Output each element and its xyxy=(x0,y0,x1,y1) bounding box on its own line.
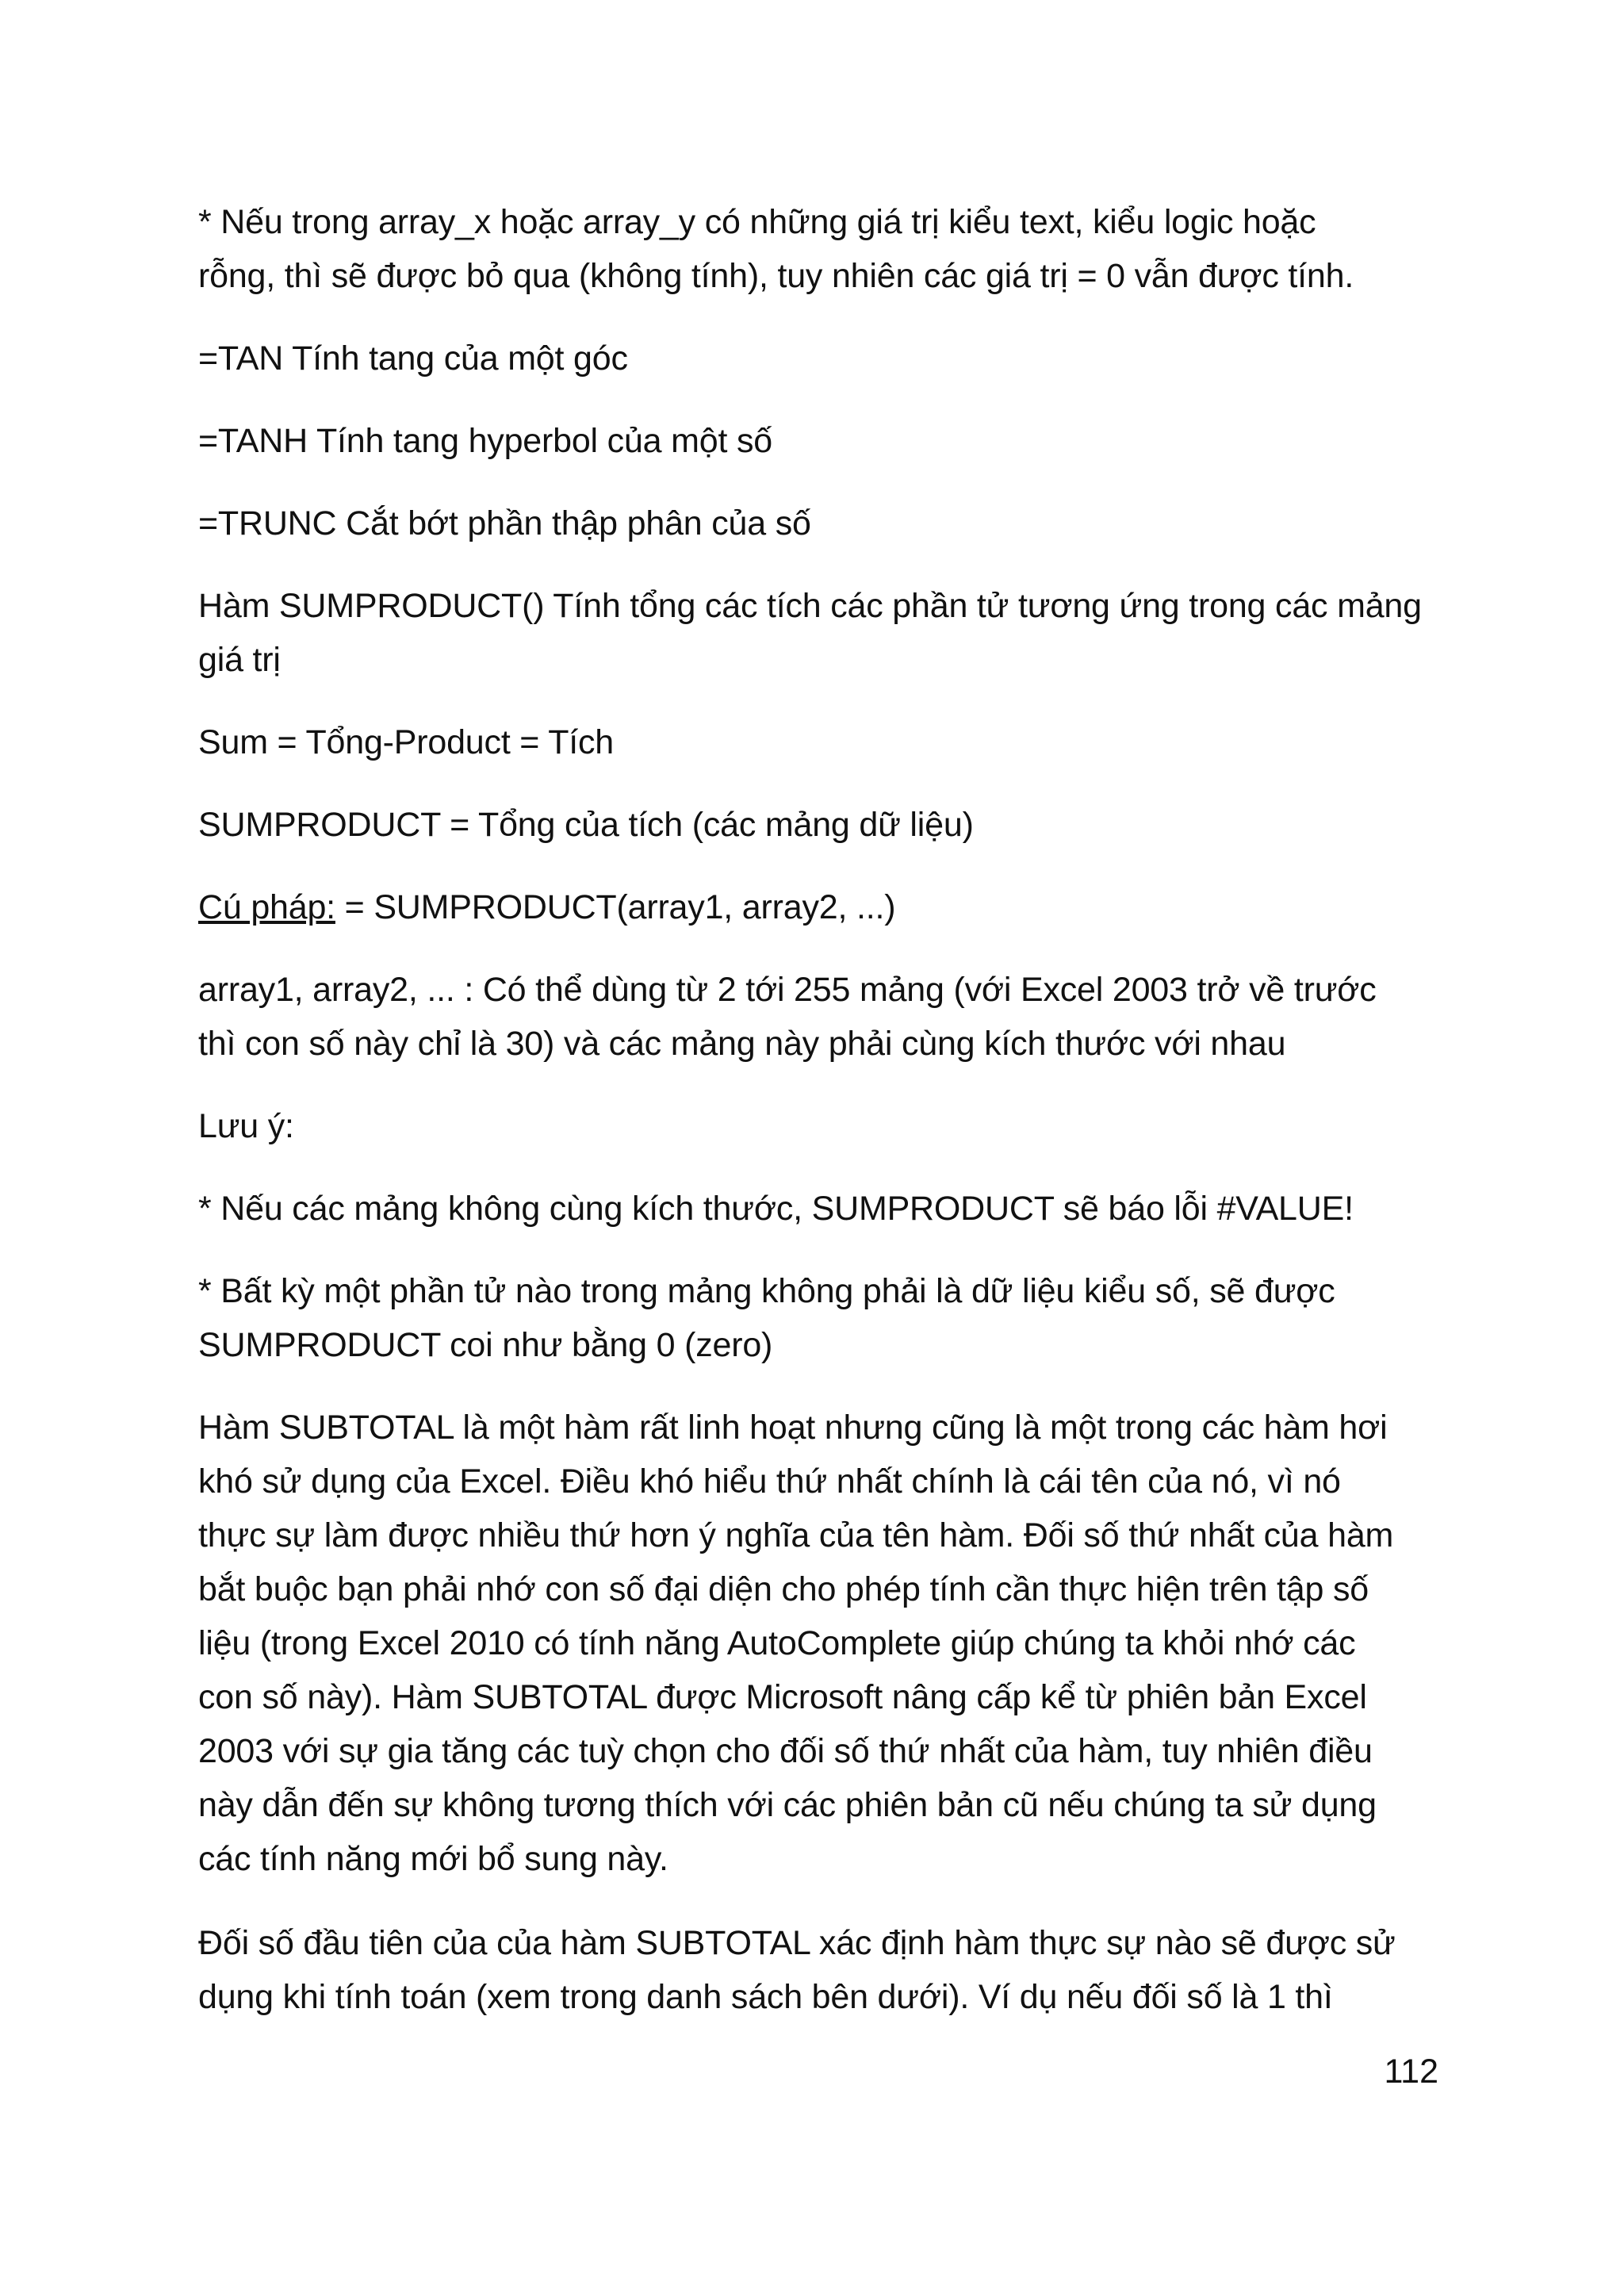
paragraph-tan: =TAN Tính tang của một góc xyxy=(198,339,628,378)
paragraph-tanh: =TANH Tính tang hyperbol của một số xyxy=(198,422,772,460)
paragraph-sumproduct-intro: Hàm SUMPRODUCT() Tính tổng các tích các phần tử tương ứng trong các mảng giá trị xyxy=(198,587,1422,679)
paragraph-arrays: array1, array2, ... : Có thể dùng từ 2 tới 255 mảng (với Excel 2003 trở về trước thì con số này chỉ là 30) và các mảng này phải cùng kích thước với nhau xyxy=(198,971,1377,1063)
page-number: 112 xyxy=(1384,2053,1438,2091)
paragraph-syntax xyxy=(198,880,1451,934)
paragraph-non-numeric: * Bất kỳ một phần tử nào trong mảng không phải là dữ liệu kiểu số, sẽ được SUMPRODUCT coi như bằng 0 (zero) xyxy=(198,1272,1335,1364)
paragraph-subtotal-argument: Đối số đầu tiên của của hàm SUBTOTAL xác định hàm thực sự nào sẽ được sử dụng khi tính toán (xem trong danh sách bên dưới). Ví dụ nếu đối số là 1 thì xyxy=(198,1924,1396,2016)
document-body xyxy=(198,195,1451,2024)
syntax-text: = SUMPRODUCT(array1, array2, ...) xyxy=(335,888,896,926)
paragraph-sum-product: Sum = Tổng-Product = Tích xyxy=(198,723,615,761)
paragraph-trunc: =TRUNC Cắt bớt phần thập phân của số xyxy=(198,504,811,542)
paragraph-note-label: Lưu ý: xyxy=(198,1107,294,1145)
paragraph-sumproduct-meaning: SUMPRODUCT = Tổng của tích (các mảng dữ liệu) xyxy=(198,806,974,844)
paragraph-value-error: * Nếu các mảng không cùng kích thước, SUMPRODUCT sẽ báo lỗi #VALUE! xyxy=(198,1190,1354,1228)
paragraph-array-note: * Nếu trong array_x hoặc array_y có những giá trị kiểu text, kiểu logic hoặc rỗng, thì sẽ được bỏ qua (không tính), tuy nhiên các giá trị = 0 vẫn được tính. xyxy=(198,203,1354,295)
syntax-label: Cú pháp: xyxy=(198,888,335,926)
paragraph-subtotal-intro: Hàm SUBTOTAL là một hàm rất linh hoạt nhưng cũng là một trong các hàm hơi khó sử dụng của Excel. Điều khó hiểu thứ nhất chính là cái tên của nó, vì nó thực sự làm được nhiều thứ hơn ý nghĩa của tên hàm. Đối số thứ nhất của hàm bắt buộc bạn phải nhớ con số đại diện cho phép tính cần thực hiện trên tập số liệu (trong Excel 2010 có tính năng AutoComplete giúp chúng ta khỏi nhớ các con số này). Hàm SUBTOTAL được Microsoft nâng cấp kể từ phiên bản Excel 2003 với sự gia tăng các tuỳ chọn cho đối số thứ nhất của hàm, tuy nhiên điều này dẫn đến sự không tương thích với các phiên bản cũ nếu chúng ta sử dụng các tính năng mới bổ sung này. xyxy=(198,1409,1394,1878)
